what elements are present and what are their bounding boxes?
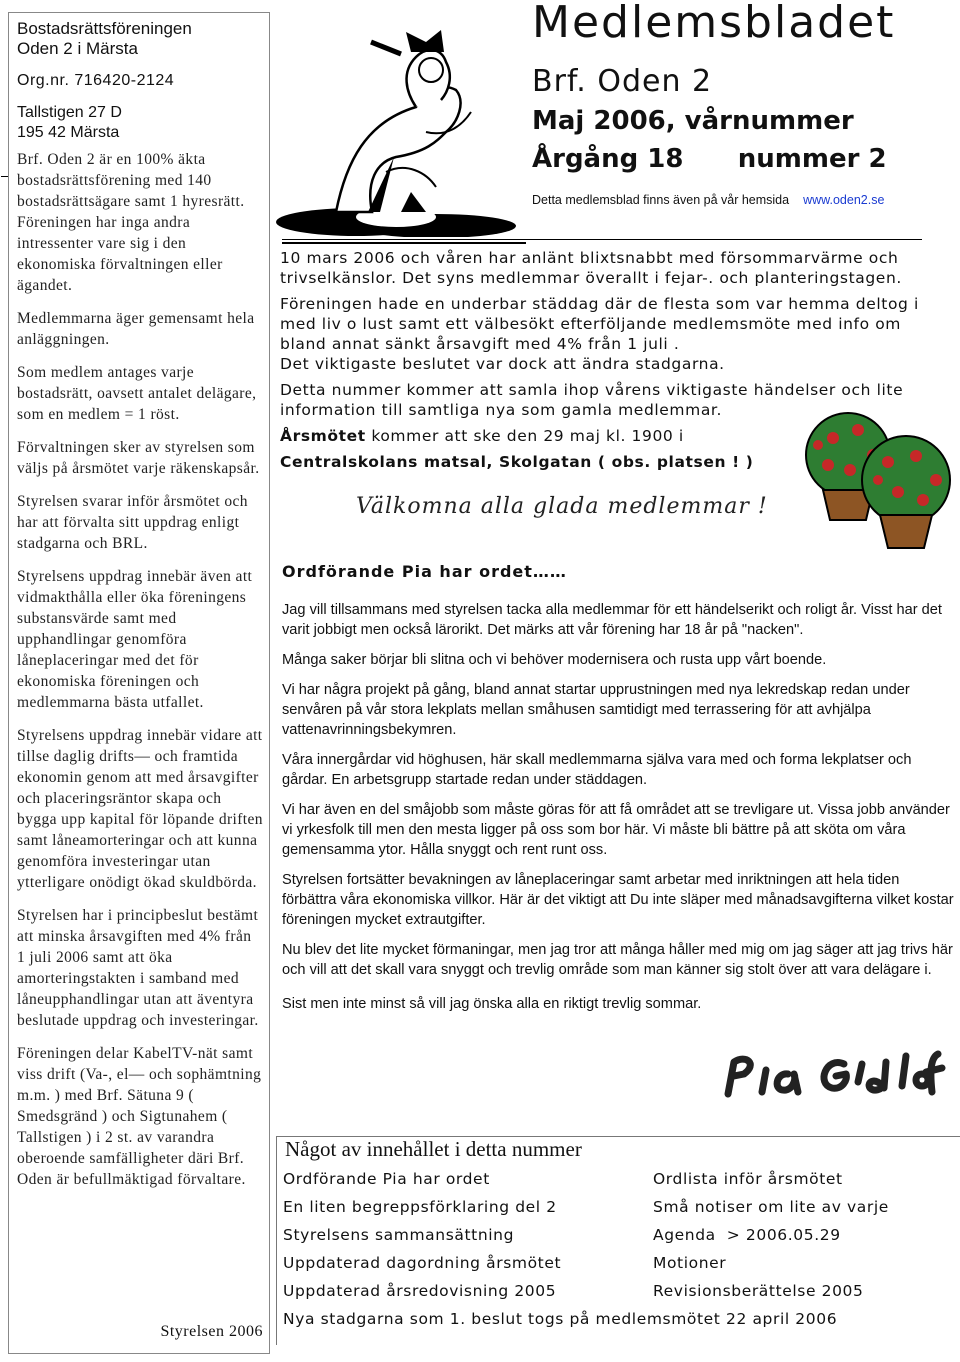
sidebar-info-column: [8, 12, 270, 1354]
sidebar-paragraph-6: Styrelsens uppdrag innebär även att vidmakthålla eller öka föreningens substansvärde samt med upphandlingar genomföra låneplaceringar med det för ekonomiska föreningen och medlemmarna bästa utfallet.: [17, 568, 253, 711]
contents-item: Styrelsens sammansättning: [283, 1226, 515, 1244]
sidebar-paragraph-1: Brf. Oden 2 är en 100% äkta bostadsrättsförening med 140 bostadsrättsägare samt 1 hyresrätt. Föreningen har inga andra intressenter vare sig i den ekonomiska förvaltningen eller ägandet.: [17, 151, 245, 294]
contents-item: Ordlista inför årsmötet: [653, 1170, 843, 1188]
sidebar-paragraph-5: Styrelsen svarar inför årsmötet och har att förvalta sitt uppdrag enligt stadgarna och BRL.: [17, 493, 248, 552]
website-note: [532, 193, 884, 207]
intro-paragraph-1: 10 mars 2006 och våren har anlänt blixtsnabbt med försommarvärme och trivselkänslor. Det syns medlemmar överallt i fejar-. och planteringstagen.: [280, 249, 902, 287]
contents-box: [276, 1136, 960, 1345]
contents-item: Ordförande Pia har ordet: [283, 1170, 490, 1188]
letter-paragraph-6: Styrelsen fortsätter bevakningen av låneplaceringar samt arbetar med inriktningen att hela tiden förbättra våra ekonomiska villkor. Här är det viktigt att Du inte släper med månadsavgifterna vilket kostar föreningen mycket extrautgifter.: [282, 872, 954, 928]
street-address: Tallstigen 27 D: [17, 104, 122, 121]
contents-item: Nya stadgarna som 1. beslut togs på medlemsmötet 22 april 2006: [283, 1310, 838, 1328]
letter-paragraph-3: Vi har några projekt på gång, bland annat startar upprustningen med nya lekredskap redan under senvåren på vår stora lekplats mellan småhusen samtidigt med terrassering för att avhjälpa vattenavrinningsbekymren.: [282, 682, 910, 738]
issue-number: Årgång 18 nummer 2: [532, 144, 887, 174]
header-divider-accent: [282, 242, 526, 244]
letter-paragraph-1: Jag vill tillsammans med styrelsen tacka alla medlemmar för ett händelserikt och roligt år. Visst har det varit jobbigt men också lärorikt. Det märks att vår förening har 18 år på "nacken".: [282, 602, 942, 638]
annual-meeting-time: kommer att ske den 29 maj kl. 1900 i: [365, 427, 684, 445]
contents-item: Uppdaterad dagordning årsmötet: [283, 1254, 562, 1272]
website-note-text: Detta medlemsblad finns även på vår hemsida: [532, 193, 790, 207]
contents-item: Agenda > 2006.05.29: [653, 1226, 841, 1244]
issue-date: Maj 2006, vårnummer: [532, 106, 854, 136]
chair-letter: [282, 600, 957, 1024]
sidebar-paragraph-8: Styrelsen har i principbeslut bestämt att minska årsavgiften med 4% från 1 juli 2006 samt att öka amorteringstakten i samband med låneupphandlingar utan att äventyra beslutade uppdrag och investeringar.: [17, 907, 259, 1029]
website-link[interactable]: www.oden2.se: [803, 193, 885, 207]
association-name: Brf. Oden 2: [532, 64, 713, 99]
sidebar-paragraph-2: Medlemmarna äger gemensamt hela anläggningen.: [17, 310, 255, 348]
newsletter-title: Medlemsbladet: [532, 0, 896, 48]
letter-paragraph-5: Vi har även en del småjobb som måste göras för att få området att se trevligare ut. Vissa jobb använder vi yrkesfolk till men den mesta ligger på oss som bor här. Vi måste bli bättre på att sköta om våra gemensamma ytor. Hålla snyggt och rent runt oss.: [282, 802, 950, 858]
oden-rider-logo-icon: [276, 12, 526, 237]
welcome-text: Välkomna alla glada medlemmar !: [356, 494, 768, 519]
postal-address: 195 42 Märsta: [17, 124, 120, 141]
contents-item: Uppdaterad årsredovisning 2005: [283, 1282, 557, 1300]
sidebar-paragraph-3: Som medlem antages varje bostadsrätt, oavsett antalet delägare, som en medlem = 1 röst.: [17, 364, 257, 423]
sidebar-paragraph-4: Förvaltningen sker av styrelsen som väljs på årsmötet varje räkenskapsår.: [17, 439, 260, 477]
sidebar-paragraph-9: Föreningen delar KabelTV-nät samt viss drift (Va-, el— och sophämtning m.m. ) med Brf. Sätuna 9 ( Smedsgränd ) och Sigtunahem ( Tallstigen ) i 2 st. av varandra oberoende samfälligheter däri Brf. Oden är befullmäktigad förvaltare.: [17, 1045, 262, 1188]
contents-item: En liten begreppsförklaring del 2: [283, 1198, 557, 1216]
contents-item: Motioner: [653, 1254, 727, 1272]
chair-heading: Ordförande Pia har ordet……: [282, 562, 567, 581]
intro-paragraph-2: Föreningen hade en underbar städdag där de flesta som var hemma deltog i med liv o lust samt ett välbesökt efterföljande medlemsmöte med info om bland annat sänkt årsavgift med 4% från 1 juli .: [280, 295, 919, 353]
intro-paragraph-3: Det viktigaste beslutet var dock att ändra stadgarna.: [280, 355, 725, 373]
org-number: Org.nr. 716420-2124: [17, 72, 175, 89]
sidebar-signature: Styrelsen 2006: [160, 1323, 263, 1340]
letter-paragraph-8: Sist men inte minst så vill jag önska alla en riktigt trevlig sommar.: [282, 996, 702, 1012]
potted-flowers-icon: [788, 400, 958, 550]
header-divider: [282, 239, 922, 240]
contents-title: Något av innehållet i detta nummer: [285, 1137, 582, 1161]
meeting-location: Centralskolans matsal, Skolgatan ( obs. platsen ! ): [280, 453, 754, 471]
org-name-line-1: Bostadsrättsföreningen: [17, 19, 192, 38]
letter-paragraph-4: Våra innergårdar vid höghusen, här skall medlemmarna själva vara med och forma lekplatser och gårdar. En arbetsgrupp startade redan under städdagen.: [282, 752, 912, 788]
letter-paragraph-7: Nu blev det lite mycket förmaningar, men jag tror att många håller med mig om jag säger att jag trivs här och vill att det skall vara snyggt och trevlig område som man känner sig stolt över att vara delägare i.: [282, 942, 953, 978]
sidebar-paragraph-7: Styrelsens uppdrag innebär vidare att tillse daglig drifts— och framtida ekonomin genom att med årsavgifter och placeringsräntor skapa och bygga upp kapital för löpande driften samt låneamorteringar och att kunna genomföra investeringar utan ytterligare onödigt ökad skuldbörda.: [17, 727, 263, 891]
handwritten-signature-icon: [716, 1034, 946, 1108]
annual-meeting-label: Årsmötet: [280, 427, 366, 445]
contents-item: Revisionsberättelse 2005: [653, 1282, 864, 1300]
org-name-line-2: Oden 2 i Märsta: [17, 39, 138, 58]
contents-item: Små notiser om lite av varje: [653, 1198, 889, 1216]
intro-paragraph-4: Detta nummer kommer att samla ihop vårens viktigaste händelser och lite information till samtliga nya som gamla medlemmar.: [280, 381, 904, 419]
letter-paragraph-2: Många saker börjar bli slitna och vi behöver modernisera och rusta upp vårt boende.: [282, 652, 827, 668]
